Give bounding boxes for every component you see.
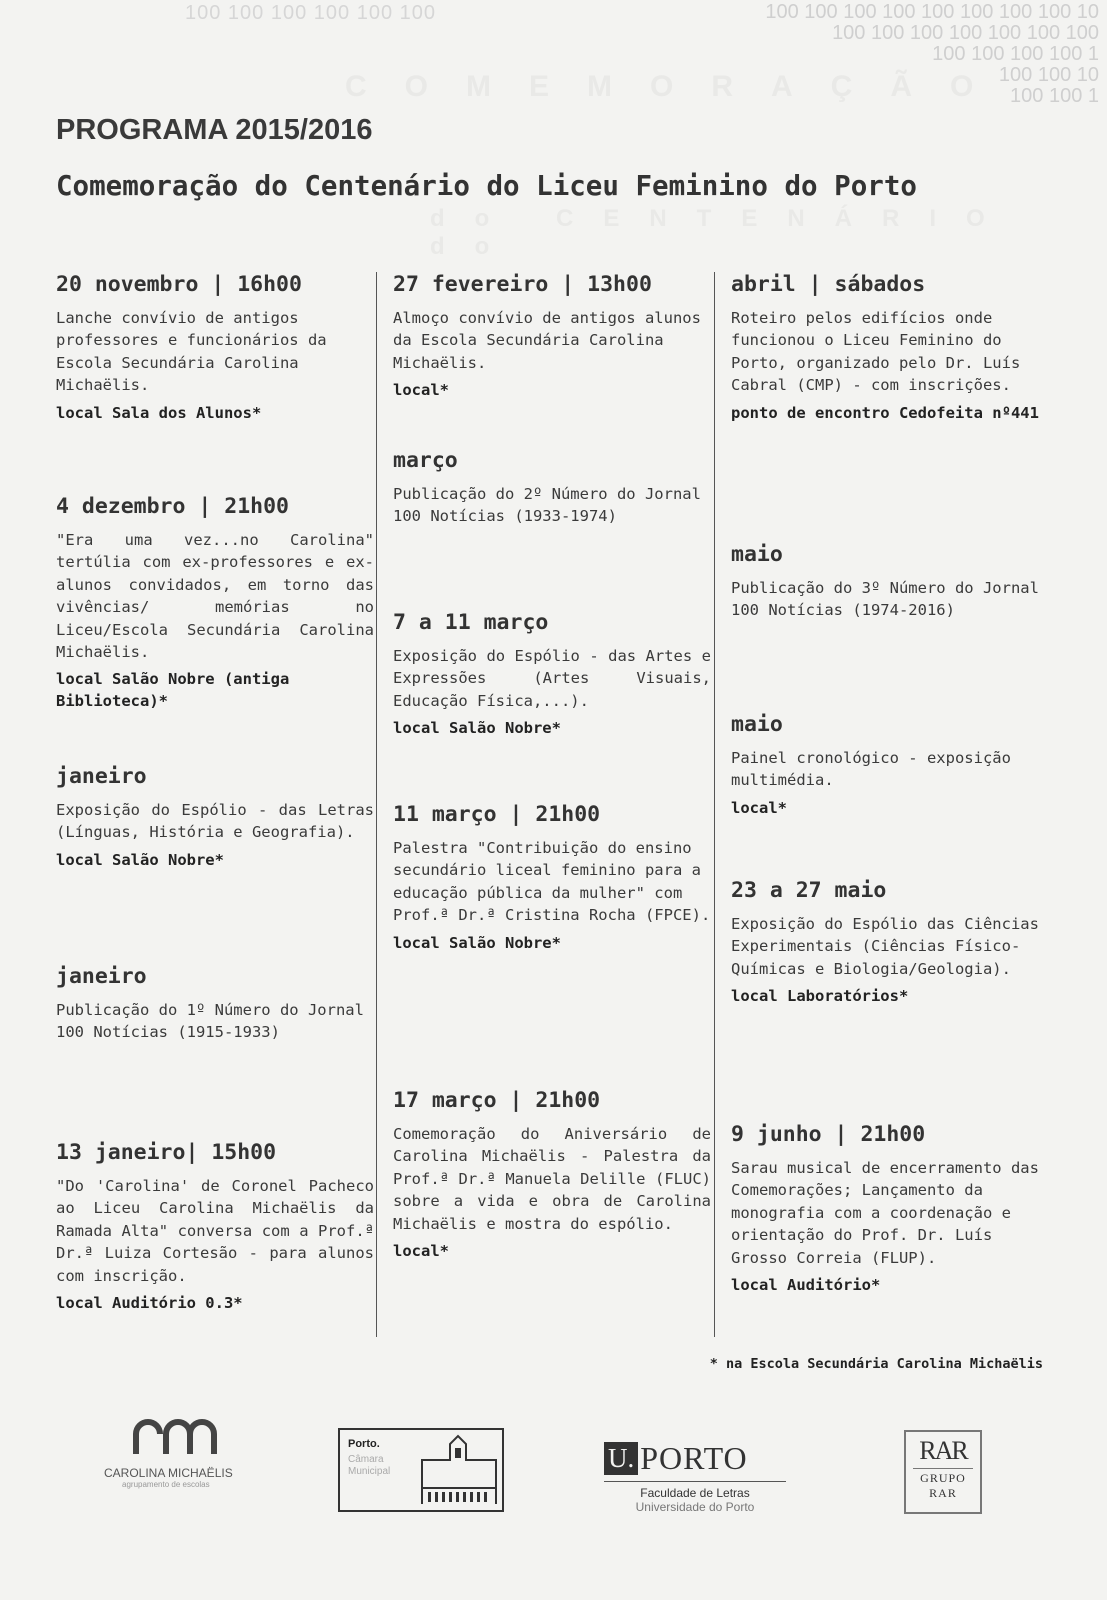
- event-date: março: [393, 448, 458, 473]
- event-item: [393, 272, 711, 401]
- event-item: [56, 964, 374, 1044]
- footnote: * na Escola Secundária Carolina Michaëlis: [709, 1356, 1043, 1372]
- watermark-line: 100 100 10: [998, 64, 1099, 86]
- event-location: local Salão Nobre*: [393, 933, 561, 952]
- carolina-logo-tagline: agrupamento de escolas: [122, 1480, 210, 1489]
- watermark-line: 100 100 100 100 1: [932, 43, 1099, 65]
- event-location: local*: [393, 381, 449, 400]
- rar-line1: GRUPO: [920, 1471, 966, 1485]
- event-item: [56, 1140, 374, 1314]
- rar-monogram-icon: RAR: [919, 1436, 967, 1465]
- event-item: [393, 448, 711, 528]
- event-location: ponto de encontro Cedofeita nº441: [731, 403, 1039, 422]
- event-description: Publicação do 2º Número do Jornal 100 Notícias (1933-1974): [393, 485, 701, 526]
- event-date: maio: [731, 542, 783, 567]
- event-item: [731, 272, 1049, 424]
- event-date: janeiro: [56, 764, 147, 789]
- event-location: local*: [731, 798, 787, 817]
- page-title: PROGRAMA 2015/2016: [56, 114, 373, 146]
- event-date: 20 novembro | 16h00: [56, 272, 302, 297]
- uporto-name: PORTO: [640, 1440, 748, 1476]
- event-description: Roteiro pelos edifícios onde funcionou o Liceu Feminino do Porto, organizado pelo Dr. Luís Cabral (CMP) - com inscrições.: [731, 309, 1021, 395]
- event-location: local Laboratórios*: [731, 987, 909, 1006]
- porto-logo-name: Porto.: [348, 1438, 380, 1450]
- event-item: [56, 272, 374, 424]
- event-item: [56, 494, 374, 712]
- column-divider: [376, 272, 377, 1337]
- event-date: maio: [731, 712, 783, 737]
- column-divider: [714, 272, 715, 1337]
- ghost-watermark-1: COMEMORAÇÃO: [345, 70, 1012, 103]
- event-item: [731, 878, 1049, 1007]
- city-hall-icon: [420, 1434, 498, 1506]
- event-description: Exposição do Espólio - das Artes e Expressões (Artes Visuais, Educação Física,...).: [393, 647, 711, 710]
- carolina-michaelis-logo: [104, 1418, 244, 1489]
- watermark-line: 100 100 100 100 100 100 100 100 10: [765, 1, 1099, 23]
- event-location: local*: [393, 1242, 449, 1261]
- event-description: Almoço convívio de antigos alunos da Escola Secundária Carolina Michaëlis.: [393, 309, 701, 372]
- event-date: 27 fevereiro | 13h00: [393, 272, 652, 297]
- porto-logo-line2: Municipal: [348, 1466, 391, 1477]
- watermark-line: 100 100 100 100 100 100 100: [832, 22, 1099, 44]
- cm-monogram-icon: [116, 1418, 236, 1458]
- rar-line2: RAR: [929, 1486, 957, 1500]
- event-description: Publicação do 1º Número do Jornal 100 Notícias (1915-1933): [56, 1001, 364, 1042]
- event-item: [393, 1088, 711, 1262]
- event-description: Sarau musical de encerramento das Comemorações; Lançamento da monografia com a coordenação e orientação do Prof. Dr. Luís Grosso Correia (FLUP).: [731, 1159, 1039, 1267]
- event-item: [393, 802, 711, 954]
- event-description: Lanche convívio de antigos professores e funcionários da Escola Secundária Carolina Michaëlis.: [56, 309, 327, 395]
- event-description: Publicação do 3º Número do Jornal 100 Notícias (1974-2016): [731, 579, 1039, 620]
- watermark-top: 100 100 100 100 100 100: [185, 2, 436, 24]
- uporto-badge: U.: [604, 1442, 638, 1475]
- event-date: 7 a 11 março: [393, 610, 549, 635]
- uporto-line2: Universidade do Porto: [635, 1500, 755, 1514]
- event-location: local Salão Nobre*: [393, 719, 561, 738]
- rar-rule: [913, 1468, 973, 1469]
- grupo-rar-logo: [904, 1430, 982, 1514]
- event-date: 9 junho | 21h00: [731, 1122, 926, 1147]
- carolina-logo-name: CAROLINA MICHAËLIS: [104, 1466, 233, 1480]
- event-location: local Salão Nobre (antiga Biblioteca)*: [56, 670, 290, 711]
- event-location: local Salão Nobre*: [56, 850, 224, 869]
- event-date: abril | sábados: [731, 272, 926, 297]
- event-item: [731, 542, 1049, 622]
- event-date: 4 dezembro | 21h00: [56, 494, 289, 519]
- event-description: Palestra "Contribuição do ensino secundário liceal feminino para a educação pública da mulher" com Prof.ª Dr.ª Cristina Rocha (FPCE).: [393, 839, 711, 925]
- event-date: 17 março | 21h00: [393, 1088, 601, 1113]
- porto-logo-line1: Câmara: [348, 1454, 384, 1465]
- event-description: Exposição do Espólio das Ciências Experimentais (Ciências Físico-Químicas e Biologia/Geologia).: [731, 915, 1039, 978]
- event-item: [393, 610, 711, 739]
- event-description: Comemoração do Aniversário de Carolina Michaëlis - Palestra da Prof.ª Dr.ª Manuela Delille (FLUC) sobre a vida e obra de Carolina Michaëlis e mostra do espólio.: [393, 1125, 711, 1233]
- porto-camara-logo: [338, 1428, 504, 1512]
- event-description: Painel cronológico - exposição multimédia.: [731, 749, 1011, 790]
- event-item: [731, 1122, 1049, 1296]
- uporto-wordmark: [604, 1440, 804, 1477]
- event-location: local Auditório*: [731, 1276, 881, 1295]
- event-description: "Era uma vez...no Carolina" tertúlia com ex-professores e ex-alunos convidados, em torno das vivências/ memórias no Liceu/Escola Secundária Carolina Michaëlis.: [56, 531, 374, 662]
- uporto-logo: [604, 1440, 804, 1514]
- uporto-line1: Faculdade de Letras: [640, 1486, 750, 1500]
- event-location: local Auditório 0.3*: [56, 1294, 243, 1313]
- event-date: 11 março | 21h00: [393, 802, 601, 827]
- event-item: [56, 764, 374, 871]
- page-subtitle: Comemoração do Centenário do Liceu Feminino do Porto: [56, 170, 917, 202]
- watermark-line: 100 100 1: [1010, 85, 1099, 107]
- event-item: [731, 712, 1049, 819]
- event-date: janeiro: [56, 964, 147, 989]
- event-date: 23 a 27 maio: [731, 878, 887, 903]
- ghost-watermark-2: do CENTENÁRIO do: [430, 205, 1015, 260]
- event-date: 13 janeiro| 15h00: [56, 1140, 277, 1165]
- event-location: local Sala dos Alunos*: [56, 403, 262, 422]
- event-description: "Do 'Carolina' de Coronel Pacheco ao Liceu Carolina Michaëlis da Ramada Alta" conversa com a Prof.ª Dr.ª Luiza Cortesão - para alunos com inscrição.: [56, 1177, 374, 1285]
- event-description: Exposição do Espólio - das Letras (Línguas, História e Geografia).: [56, 801, 374, 842]
- uporto-rule: [604, 1481, 786, 1482]
